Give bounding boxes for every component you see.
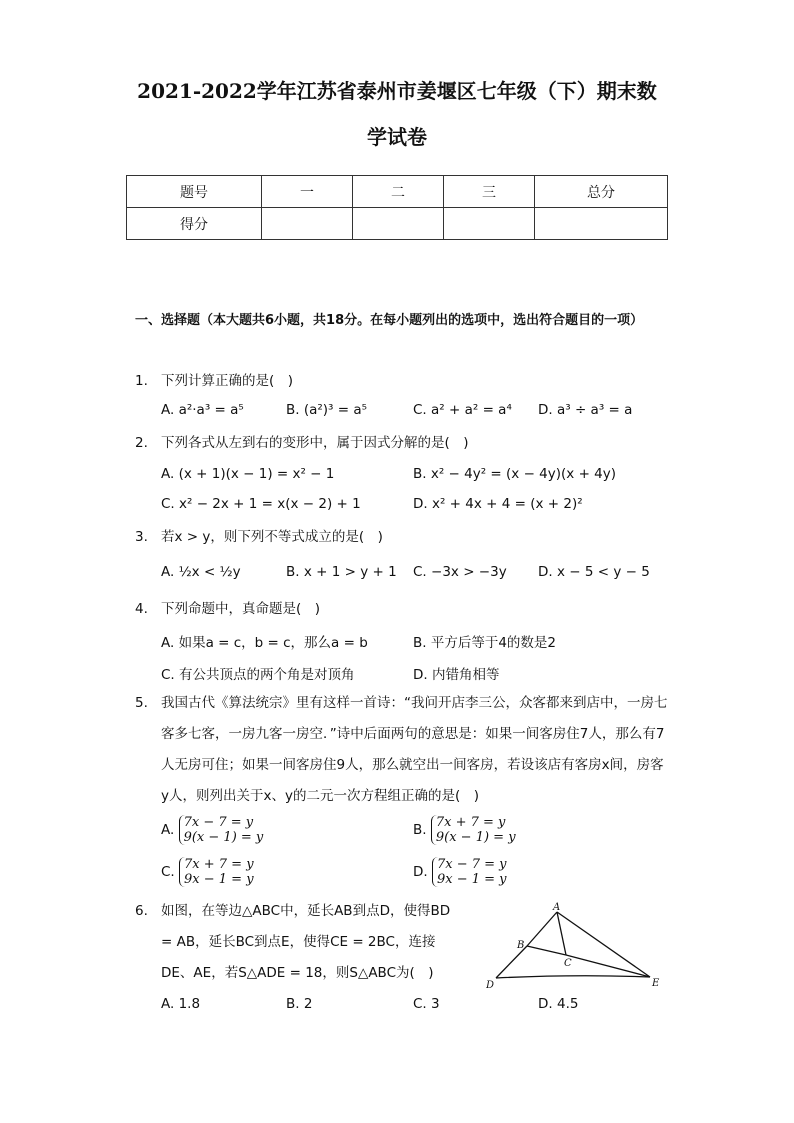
segment-de — [496, 976, 650, 978]
option-d: D. x² + 4x + 4 = (x + 2)² — [413, 496, 583, 512]
equation-line: 9(x − 1) = y — [183, 830, 264, 845]
option-a: A. 1.8 — [161, 996, 201, 1012]
score-cell — [444, 208, 535, 240]
label-e: E — [652, 978, 660, 989]
score-table-header-row — [127, 176, 668, 208]
option-b: B. x² − 4y² = (x − 4y)(x + 4y) — [413, 466, 617, 482]
score-table — [126, 175, 668, 240]
header-cell: 一 — [262, 176, 353, 208]
question-number: 2. — [135, 435, 148, 451]
equation-line: 7x − 7 = y — [183, 815, 254, 830]
equation-system — [179, 857, 254, 887]
equation-line: 7x + 7 = y — [435, 815, 506, 830]
title-line-2: 学试卷 — [367, 125, 427, 149]
title-line-1: 2021-2022学年江苏省泰州市姜堰区七年级（下）期末数 — [137, 79, 657, 103]
option-letter: A. — [161, 822, 175, 838]
option-a: A. a²·a³ = a⁵ — [161, 402, 244, 418]
option-d: D. 内错角相等 — [413, 667, 500, 683]
question-stem: 下列命题中，真命题是( ) — [161, 601, 321, 617]
equation-line: 7x + 7 = y — [184, 857, 254, 872]
option-b: B. 2 — [286, 996, 313, 1012]
question-stem: 如图，在等边△ABC中，延长AB到点D，使得BD = AB，延长BC到点E，使得CE = 2BC，连接DE、AE，若S△ADE = 18，则S△ABC为( ) — [161, 903, 451, 981]
header-cell: 题号 — [127, 176, 262, 208]
triangle-figure — [486, 900, 666, 992]
score-cell — [353, 208, 444, 240]
score-table-score-row — [127, 208, 668, 240]
option-d: D. 4.5 — [538, 996, 579, 1012]
page-title — [90, 68, 704, 160]
option-d — [413, 857, 507, 887]
header-cell: 二 — [353, 176, 444, 208]
option-a: A. 如果a = c，b = c，那么a = b — [161, 635, 368, 651]
option-d: D. x − 5 < y − 5 — [538, 564, 650, 580]
question-stem: 下列各式从左到右的变形中，属于因式分解的是( ) — [161, 435, 469, 451]
question-number: 5. — [135, 695, 148, 711]
equation-line: 9x − 1 = y — [436, 872, 507, 887]
option-letter: B. — [413, 822, 427, 838]
header-cell: 总分 — [535, 176, 668, 208]
label-b: B — [517, 940, 525, 951]
option-a: A. ½x < ½y — [161, 564, 241, 580]
option-c: C. 3 — [413, 996, 440, 1012]
label-c: C — [564, 958, 572, 969]
option-c: C. −3x > −3y — [413, 564, 507, 580]
equation-system — [431, 815, 516, 845]
segment-bc — [527, 946, 566, 955]
option-a — [161, 815, 263, 845]
equation-system — [179, 815, 264, 845]
question-number: 6. — [135, 903, 148, 919]
question-number: 4. — [135, 601, 148, 617]
option-c: C. 有公共顶点的两个角是对顶角 — [161, 667, 355, 683]
segment-ce — [566, 955, 650, 977]
question-number: 1. — [135, 373, 148, 389]
option-a: A. (x + 1)(x − 1) = x² − 1 — [161, 466, 335, 482]
label-a: A — [553, 902, 561, 913]
option-letter: C. — [161, 864, 175, 880]
label-d: D — [486, 980, 495, 991]
equation-line: 7x − 7 = y — [436, 857, 507, 872]
header-cell: 三 — [444, 176, 535, 208]
score-cell — [535, 208, 668, 240]
option-c: C. a² + a² = a⁴ — [413, 402, 512, 418]
question-stem: 下列计算正确的是( ) — [161, 373, 294, 389]
option-b — [413, 815, 516, 845]
equation-system — [432, 857, 507, 887]
option-b: B. (a²)³ = a⁵ — [286, 402, 368, 418]
question-number: 3. — [135, 529, 148, 545]
option-letter: D. — [413, 864, 428, 880]
option-b: B. x + 1 > y + 1 — [286, 564, 397, 580]
segment-ab — [527, 912, 557, 946]
question-stem: 若x > y，则下列不等式成立的是( ) — [161, 529, 383, 545]
section-heading: 一、选择题（本大题共6小题，共18分。在每小题列出的选项中，选出符合题目的一项） — [135, 313, 644, 328]
equation-line: 9x − 1 = y — [184, 872, 254, 887]
option-d: D. a³ ÷ a³ = a — [538, 402, 633, 418]
segment-ac — [557, 912, 566, 955]
score-label-cell: 得分 — [127, 208, 262, 240]
question-stem: 我国古代《算法统宗》里有这样一首诗：“我问开店李三公，众客都来到店中，一房七客多七客，一房九客一房空．”诗中后面两句的意思是：如果一间客房住7人，那么有7人无房可住；如果一间客房住9人，那么就空出一间客房，若设该店有客房x间，房客y人，则列出关于x、y的二元一次方程组正确的是( ) — [161, 695, 668, 804]
score-cell — [262, 208, 353, 240]
option-c: C. x² − 2x + 1 = x(x − 2) + 1 — [161, 496, 361, 512]
option-b: B. 平方后等于4的数是2 — [413, 635, 557, 651]
equation-line: 9(x − 1) = y — [435, 830, 516, 845]
option-c — [161, 857, 254, 887]
